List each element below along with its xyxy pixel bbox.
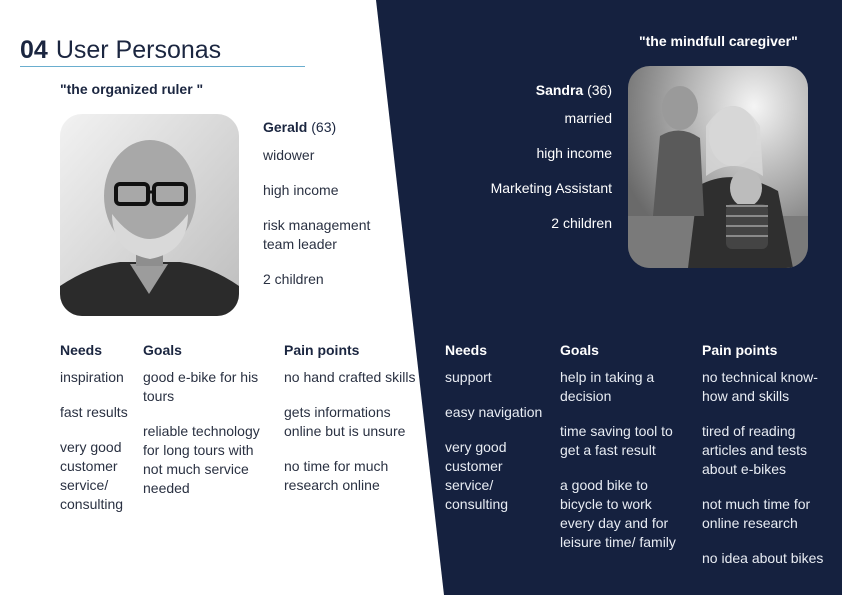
persona1-attribute: high income [263, 182, 339, 198]
list-item: no idea about bikes [702, 550, 824, 566]
list-item: time saving tool to get a fast result [560, 423, 673, 458]
section-number: 04 [20, 36, 48, 64]
persona1-name: Gerald [263, 119, 308, 135]
persona2-pain-list [702, 368, 832, 584]
persona2-age: (36) [587, 82, 612, 98]
persona1-needs-list [60, 368, 138, 530]
persona1-needs-heading: Needs [60, 342, 103, 358]
list-item: gets informations online but is unsure [284, 404, 406, 439]
title-underline [20, 66, 305, 67]
man-portrait-icon [60, 114, 239, 316]
page-title [20, 36, 221, 65]
list-item: no hand crafted skills [284, 369, 416, 385]
persona2-attribute: married [564, 110, 612, 126]
list-item: support [445, 369, 492, 385]
persona1-pain-heading: Pain points [284, 342, 360, 358]
persona1-photo [60, 114, 239, 316]
persona2-pain-heading: Pain points [702, 342, 778, 358]
persona1-pain-list [284, 368, 418, 511]
persona2-goals-heading: Goals [560, 342, 599, 358]
list-item: help in taking a decision [560, 369, 655, 404]
persona2-attribute: high income [536, 145, 612, 161]
persona1-attribute: 2 children [263, 271, 324, 287]
persona1-info [263, 118, 403, 289]
persona2-needs-heading: Needs [445, 342, 488, 358]
persona2-photo [628, 66, 808, 268]
persona2-attribute: 2 children [551, 215, 612, 231]
list-item: very good customer service/ consulting [445, 439, 509, 512]
persona1-quote: "the organized ruler " [60, 81, 204, 97]
list-item: inspiration [60, 369, 124, 385]
persona1-attribute: widower [263, 147, 315, 163]
persona1-goals-list [143, 368, 269, 514]
list-item: very good customer service/ consulting [60, 439, 124, 512]
list-item: reliable technology for long tours with not much service needed [143, 423, 260, 496]
persona2-name: Sandra [535, 82, 584, 98]
list-item: good e-bike for his tours [143, 369, 259, 404]
persona2-goals-list [560, 368, 685, 568]
persona1-age: (63) [311, 119, 337, 135]
list-item: not much time for online research [702, 496, 811, 531]
list-item: tired of reading articles and tests about e-bikes [702, 423, 808, 477]
section-title: User Personas [55, 36, 222, 64]
persona1-goals-heading: Goals [143, 342, 182, 358]
list-item: fast results [60, 404, 128, 420]
persona2-info [478, 81, 612, 233]
persona2-attribute: Marketing Assistant [490, 180, 612, 196]
persona2-quote: "the mindfull caregiver" [639, 33, 798, 49]
list-item: a good bike to bicycle to work every day and for leisure time/ family [560, 477, 676, 550]
list-item: easy navigation [445, 404, 543, 420]
persona2-needs-list [445, 368, 550, 530]
list-item: no technical know-how and skills [702, 369, 818, 404]
list-item: no time for much research online [284, 458, 389, 493]
persona1-attribute: risk management team leader [263, 217, 371, 252]
mother-children-portrait-icon [628, 66, 808, 268]
